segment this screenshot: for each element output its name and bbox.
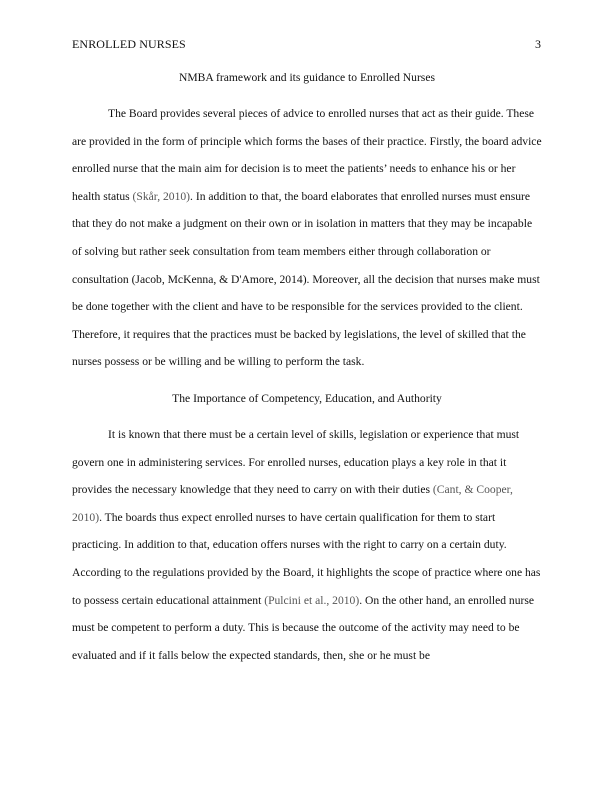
page-number: 3 — [535, 37, 541, 51]
paragraph-text: It is known that there must be a certain level of skills, legislation or experience that must govern one in administering services. For enrolled nurses, education plays a key role in that it provides the necessary knowledge that they need to carry on with their duties — [72, 427, 520, 497]
citation: (Pulcini et al., 2010) — [264, 593, 360, 607]
paragraph-nmba-guidance — [72, 100, 542, 376]
body-text — [72, 64, 542, 669]
paragraph-text: . The boards thus expect enrolled nurses to have certain qualification for them to start practicing. In addition to that, education offers nurses with the right to carry on a certain duty. According to the regulations provided by the Board, it highlights the scope of practice where one has to possess certain educational attainment — [72, 510, 541, 607]
citation: (Cant, & Cooper, 2010) — [72, 483, 513, 524]
running-head: ENROLLED NURSES — [72, 37, 186, 51]
section-heading-nmba-framework: NMBA framework and its guidance to Enrolled Nurses — [179, 71, 435, 84]
citation: (Skår, 2010) — [132, 189, 191, 203]
paragraph-competency-education — [72, 421, 542, 669]
section-heading-competency-education-authority: The Importance of Competency, Education, and Authority — [172, 391, 442, 405]
paragraph-text: . In addition to that, the board elaborates that enrolled nurses must ensure that they do not make a judgment on their own or in isolation in matters that they may be incapable of solving but rather seek consultation from team members either through collaboration or consultation (Jacob, McKenna, & D'Amore, 2014). Moreover, all the decision that nurses make must be done together with the client and have to be responsible for the services provided to the client. Therefore, it requires that the practices must be backed by legislations, the level of skilled that the nurses possess or be willing and be willing to perform the task. — [72, 189, 540, 369]
paragraph-text: . On the other hand, an enrolled nurse must be competent to perform a duty. This is because the outcome of the activity may need to be evaluated and if it falls below the expected standards, then, she or he must be — [72, 593, 535, 662]
paragraph-text: The Board provides several pieces of advice to enrolled nurses that act as their guide. These are provided in the form of principle which forms the bases of their practice. Firstly, the board advice enrolled nurse that the main aim for decision is to meet the patients’ needs to enhance his or her health status — [72, 107, 542, 203]
